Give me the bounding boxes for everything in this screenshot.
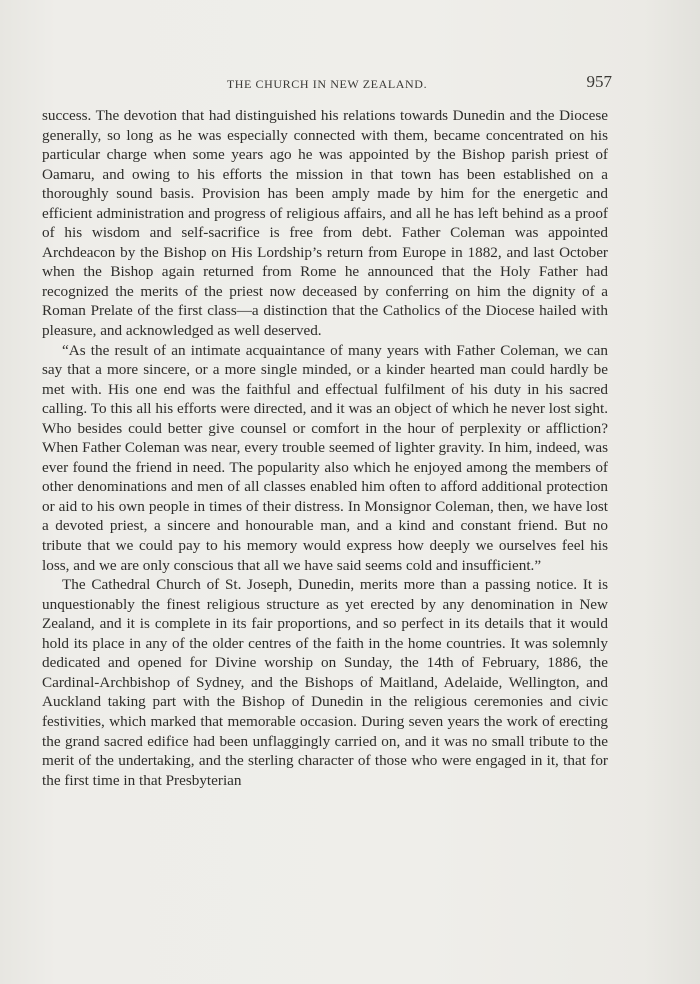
- page-header: [42, 74, 612, 94]
- paragraph: The Cathedral Church of St. Joseph, Dunedin, merits more than a passing notice. It is unquestionably the finest religious structure as yet erected by any denomination in New Zealand, and it is complete in its fair proportions, and so perfect in its details that it would hold its place in any of the older centres of the faith in the home countries. It was solemnly dedicated and opened for Divine worship on Sunday, the 14th of February, 1886, the Cardinal-Archbishop of Sydney, and the Bishops of Maitland, Adelaide, Wellington, and Auckland taking part with the Bishop of Dunedin in the religious ceremonies and civic festivities, which marked that memorable occasion. During seven years the work of erecting the grand sacred edifice had been unflaggingly carried on, and it was no small tribute to the merit of the undertaking, and the sterling character of those who were engaged in it, that for the first time in that Presbyterian: [42, 576, 608, 789]
- body-text: [42, 106, 608, 790]
- page-number: 957: [586, 72, 612, 91]
- paragraph: “As the result of an intimate acquaintance of many years with Father Coleman, we can say that a more sincere, or a more single minded, or a kinder hearted man could hardly be met with. His one end was the faithful and effectual fulfilment of his duty in his sacred calling. To this all his efforts were directed, and it was an object of which he never lost sight. Who besides could better give counsel or comfort in the hour of perplexity or affliction? When Father Coleman was near, every trouble seemed of lighter gravity. In him, indeed, was ever found the friend in need. The popularity also which he enjoyed among the members of other denominations and men of all classes enabled him often to afford additional protection or aid to his own people in times of their distress. In Monsignor Coleman, then, we have lost a devoted priest, a sincere and honourable man, and a kind and constant friend. But no tribute that we could pay to his memory would express how deeply we ourselves feel his loss, and we are only conscious that all we have said seems cold and insufficient.”: [42, 341, 608, 574]
- running-title: THE CHURCH IN NEW ZEALAND.: [226, 77, 428, 91]
- paragraph: success. The devotion that had distinguished his relations towards Dunedin and the Diocese generally, so long as he was especially connected with them, became concentrated on his particular charge when some years ago he was appointed by the Bishop parish priest of Oamaru, and owing to his efforts the mission in that town has been established on a thoroughly sound basis. Provision has been amply made by him for the energetic and efficient administration and progress of religious affairs, and all he has left behind as a proof of his wisdom and self-sacrifice is free from debt. Father Coleman was appointed Archdeacon by the Bishop on His Lordship’s return from Europe in 1882, and last October when the Bishop again returned from Rome he announced that the Holy Father had recognized the merits of the priest now deceased by conferring on him the dignity of a Roman Prelate of the first class—a distinction that the Catholics of the Diocese hailed with pleasure, and acknowledged as well deserved.: [42, 107, 608, 340]
